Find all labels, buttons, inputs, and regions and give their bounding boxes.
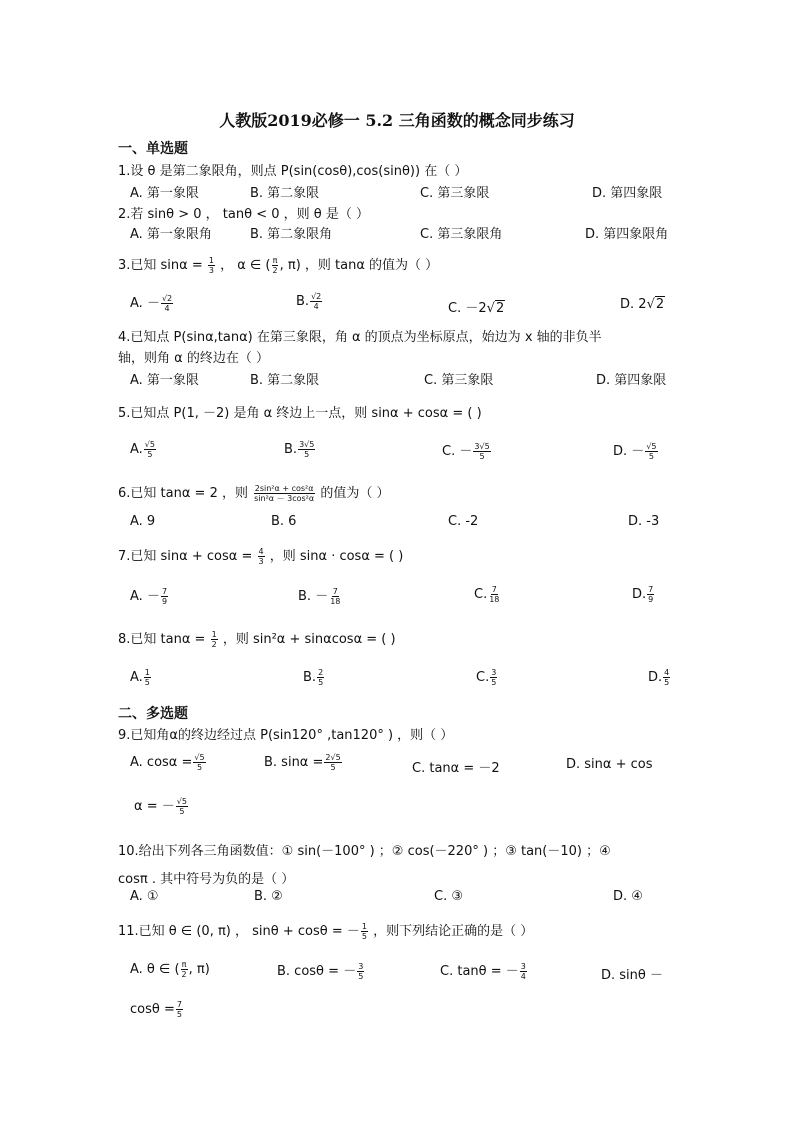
q10-option-a: A. ① [130,889,159,904]
q10-option-b: B. ② [254,889,283,904]
q2-option-d: D. 第四象限角 [585,227,669,242]
q11-option-d-continued: cosθ = $\frac{7}{5}$ [130,1000,182,1019]
q1-option-a: A. 第一象限 [130,186,199,201]
q4-option-a: A. 第一象限 [130,373,199,388]
q11-option-b: B. cosθ = － $\frac{3}{5}$ [277,962,364,981]
q1-option-c: C. 第三象限 [420,186,490,201]
q8-stem-pre: 8.已知 tanα = [118,632,206,647]
q3-option-b: B. $\frac{√2}{4}$ [296,292,322,311]
q7-option-b: B. － $\frac{7}{18}$ [298,587,341,606]
question-10-line-1: 10.给出下列各三角函数值：① sin(－100° ) ；② cos(－220° ) ；③ tan(－10) ；④ [118,844,611,859]
question-1: 1.设 θ 是第二象限角，则点 P(sin(cosθ),cos(sinθ)) 在（ ） [118,164,468,179]
q8-option-b: B. $\frac{2}{5}$ [303,668,324,687]
q4-option-c: C. 第三象限 [424,373,494,388]
question-4-line-1: 4.已知点 P(sinα,tanα) 在第三象限，角 α 的顶点为坐标原点，始边为 x 轴的非负半 [118,330,602,345]
q7-option-a: A. － $\frac{7}{9}$ [130,587,168,606]
section-heading-single: 一、单选题 [118,141,188,157]
q6-stem-pre: 6.已知 tanα = 2 ，则 [118,486,248,501]
question-2: 2.若 sinθ > 0 ， tanθ < 0 ，则 θ 是（ ） [118,207,369,222]
q8-fraction: $\frac{1}{2}$ [211,630,217,649]
q3-stem-post: , π) ，则 tanα 的值为（ ） [279,258,439,273]
q2-option-b: B. 第二象限角 [250,227,333,242]
q5-option-b: B. $\frac{3√5}{5}$ [284,440,315,459]
q3-stem-pre: 3.已知 sinα = [118,258,203,273]
q5-option-d: D. － $\frac{√5}{5}$ [613,442,657,461]
q1-option-b: B. 第二象限 [250,186,320,201]
q10-option-c: C. ③ [434,889,463,904]
q8-stem-post: ，则 sin²α + sinαcosα = ( ) [222,632,396,647]
q9-option-b: B. sinα = $\frac{2√5}{5}$ [264,753,341,772]
q3-stem-mid: ， α ∈ ( [220,258,271,273]
q9-option-d-continued: α = － $\frac{√5}{5}$ [134,797,187,816]
q5-option-c: C. － $\frac{3√5}{5}$ [442,442,490,461]
q11-stem-pre: 11.已知 θ ∈ (0, π) ， sinθ + cosθ = [118,924,343,939]
question-11: 11.已知 θ ∈ (0, π) ， sinθ + cosθ = － $\frac{1}{5}$ ，则下列结论正确的是（ ） [118,922,534,941]
question-3 [118,254,438,275]
q6-option-d: D. -3 [628,514,660,529]
q3-fraction-2: $\frac{\pi}{2}$ [272,256,278,275]
q1-option-d: D. 第四象限 [592,186,663,201]
q7-option-c: C. $\frac{7}{18}$ [474,585,500,604]
q3-option-c: C. －2√2 [448,301,505,316]
q7-stem-post: ，则 sinα · cosα = ( ) [269,549,404,564]
q2-option-c: C. 第三象限角 [420,227,503,242]
q4-option-d: D. 第四象限 [596,373,667,388]
question-5: 5.已知点 P(1, －2) 是角 α 终边上一点，则 sinα + cosα = ( ) [118,406,482,421]
q7-option-d: D. $\frac{7}{9}$ [632,585,654,604]
page-title: 人教版2019必修一 5.2 三角函数的概念同步练习 [219,111,575,130]
q11-option-c: C. tanθ = － $\frac{3}{4}$ [440,962,526,981]
q9-option-d: D. sinα + cos [566,757,653,772]
q11-option-a: A. θ ∈ ( $\frac{\pi}{2}$ , π) [130,960,210,979]
q7-stem-pre: 7.已知 sinα + cosα = [118,549,253,564]
section-heading-multi: 二、多选题 [118,706,188,722]
q6-option-b: B. 6 [271,514,297,529]
q3-fraction-1: $\frac{1}{3}$ [208,256,214,275]
q11-fraction: $\frac{1}{5}$ [361,922,367,941]
q9-option-c: C. tanα = －2 [412,761,500,776]
q4-option-b: B. 第二象限 [250,373,320,388]
question-6 [118,482,389,503]
q11-option-d: D. sinθ － [601,968,663,983]
q7-fraction: $\frac{4}{3}$ [258,547,264,566]
q3-option-a: A. － $\frac{√2}{4}$ [130,294,173,313]
q8-option-d: D. $\frac{4}{5}$ [648,668,670,687]
question-4-line-2: 轴，则角 α 的终边在（ ） [118,351,269,366]
q6-stem-post: 的值为（ ） [320,486,390,501]
q2-option-a: A. 第一象限角 [130,227,212,242]
q6-fraction: $\frac{\text{2sin²α + cos²α}}{\text{sin²α － 3cos²α}}$ [254,484,315,503]
q5-option-a: A. $\frac{√5}{5}$ [130,440,155,459]
q3-option-d: D. 2√2 [620,297,665,312]
question-10-line-2: cosπ . 其中符号为负的是（ ） [118,872,295,887]
q8-option-a: A. $\frac{1}{5}$ [130,668,150,687]
q9-option-a: A. cosα = $\frac{√5}{5}$ [130,753,205,772]
q10-option-d: D. ④ [613,889,643,904]
question-8 [118,628,396,649]
q6-option-a: A. 9 [130,514,156,529]
q6-option-c: C. -2 [448,514,479,529]
q11-stem-post: ，则下列结论正确的是（ ） [373,924,534,939]
question-7 [118,545,403,566]
question-9: 9.已知角α的终边经过点 P(sin120° ,tan120° ) ，则（ ） [118,728,454,743]
q8-option-c: C. $\frac{3}{5}$ [476,668,497,687]
